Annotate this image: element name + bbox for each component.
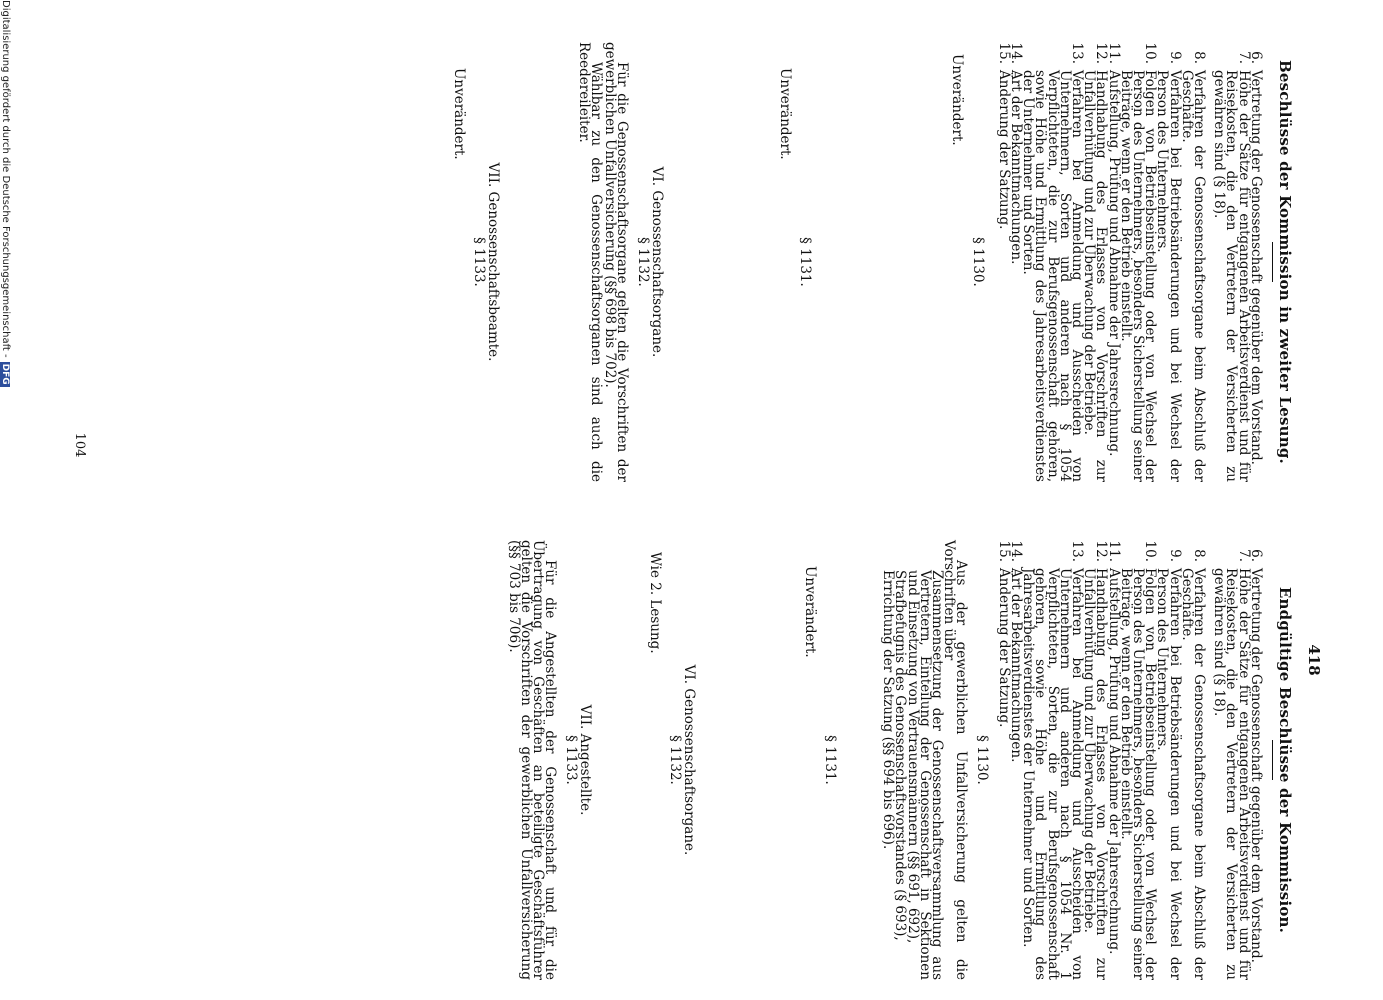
- status-1131: Unverändert.: [801, 566, 818, 658]
- item-number: 11.: [1105, 42, 1122, 64]
- right-column: [505, 540, 1294, 980]
- status-1130: Unverändert.: [949, 54, 966, 146]
- item-text: Verfahren der Genossenschaftsorgane beim Abschluß der Geschäfte.: [1178, 568, 1207, 980]
- item-text: Verfahren bei Anmeldung und Ausscheiden von Unternehmern und anderen nach § 1054 Nr. 1 Verpflichteten, Sorten, die zur Berufsgenossenschaft gehören, sowie Höhe und Ermittlung des Jahresarbeitsverdienstes der Unternehmer und Sorten.: [1020, 568, 1085, 980]
- spacer: [508, 42, 578, 482]
- list-item: Zusammensetzung der Genossenschaftsversammlung aus Vertretern, Einteilung der Genossenschaft in Sektionen und Einsetzung von Vertrauensmännern (§§ 691, 692),: [904, 570, 945, 980]
- section-vii-heading: VII. Genossenschaftsbeamte.: [485, 162, 502, 362]
- list-item: [1081, 540, 1110, 980]
- list-item: [1117, 540, 1159, 980]
- item-number: 12.: [1093, 540, 1110, 562]
- digitization-note: Digitalisierung gefördert durch die Deutsche Forschungsgemeinschaft -: [0, 0, 11, 358]
- item-text: Änderung der Satzung.: [995, 568, 1012, 728]
- item-text: Folgen von Betriebseinstellung oder von Wechsel der Person des Unternehmers, besonders Sicherstellung seiner Beiträge, wenn er den Betrieb einstellt.: [1117, 568, 1159, 980]
- item-text: Aufstellung, Prüfung und Abnahme der Jahresrechnung.: [1105, 568, 1122, 955]
- item-number: 14.: [1007, 42, 1024, 64]
- item-number: 10.: [1142, 42, 1159, 64]
- page-number: 418: [1305, 644, 1323, 676]
- list-item: [1213, 42, 1250, 482]
- paragraph-1132: § 1132.: [667, 735, 684, 785]
- paragraph-1130: § 1130.: [973, 735, 990, 785]
- item-number: 13.: [1068, 540, 1085, 562]
- right-item-list: [995, 540, 1264, 980]
- item-number: 9.: [1166, 549, 1183, 562]
- status-1133: Unverändert.: [451, 68, 468, 160]
- paragraph-1132: § 1132.: [634, 237, 651, 287]
- spacer: [704, 540, 804, 980]
- item-text: Höhe der Sätze für entgangenen Arbeitsverdienst und für Reisekosten, die den Vertretern der Versicherten zu gewähren sind (§ 18).: [1211, 568, 1252, 980]
- spacer: [846, 540, 882, 980]
- item-number: 8.: [1190, 549, 1207, 562]
- item-number: 6.: [1247, 51, 1264, 64]
- list-item: [1178, 42, 1207, 482]
- title-rule: [1272, 740, 1273, 780]
- text-1130-intro: Aus der gewerblichen Unfallversicherung gelten die Vorschriften über: [941, 540, 970, 980]
- list-item: [995, 540, 1012, 980]
- item-text: Höhe der Sätze für entgangenen Arbeitsverdienst und für Reisekosten, die den Vertretern der Versicherten zu gewähren sind (§ 18).: [1211, 70, 1252, 482]
- left-column-title: Beschlüsse der Kommission in zweiter Lesung.: [1276, 60, 1294, 464]
- item-number: 7.: [1235, 549, 1252, 562]
- list-item: [1213, 540, 1250, 980]
- item-text: Handhabung des Erlasses von Vorschriften zur Unfallverhütung und zur Überwachung der Betriebe.: [1081, 568, 1110, 980]
- paragraph-1131: § 1131.: [797, 237, 814, 287]
- status-1131: Unverändert.: [776, 68, 793, 160]
- item-number: 6.: [1247, 549, 1264, 562]
- item-number: 8.: [1190, 51, 1207, 64]
- item-text: Verfahren bei Betriebsänderungen und bei Wechsel der Person des Unternehmers.: [1154, 70, 1183, 482]
- list-item: [1117, 42, 1159, 482]
- item-number: 13.: [1068, 42, 1085, 64]
- item-text: Art der Bekanntmachungen.: [1007, 70, 1024, 265]
- title-rule: [1272, 242, 1273, 282]
- list-item: Errichtung der Satzung (§§ 694 bis 696).: [880, 570, 897, 850]
- text-1133: Für die Angestellten der Genossenschaft und für die Übertragung von Geschäften an beteiligte Geschäftsführer gelten die Vorschriften der gewerblichen Unfallversicherung (§§ 703 bis 706).: [505, 540, 559, 980]
- paragraph-1133: § 1133.: [562, 735, 579, 785]
- item-text: Änderung der Satzung.: [995, 70, 1012, 230]
- text-1132-b: Wählbar zu den Genossenschaftsorganen sind auch die Reedereileiter.: [575, 42, 604, 482]
- status-1132: Wie 2. Lesung.: [647, 552, 664, 654]
- item-number: 15.: [995, 540, 1012, 562]
- item-number: 10.: [1142, 540, 1159, 562]
- list-item: [1022, 540, 1083, 980]
- section-vi-heading: VI. Genossenschaftsorgane.: [648, 166, 665, 358]
- dfg-logo: DFG: [0, 363, 10, 385]
- list-item: [1081, 42, 1110, 482]
- item-number: 9.: [1166, 51, 1183, 64]
- item-text: Art der Bekanntmachungen.: [1007, 568, 1024, 763]
- item-number: 11.: [1105, 540, 1122, 562]
- item-text: Handhabung des Erlasses von Vorschriften zur Unfallverhütung und zur Überwachung der Betriebe.: [1081, 70, 1110, 482]
- list-item: [1022, 42, 1083, 482]
- list-item: Strafbefugnis des Genossenschaftsvorstandes (§ 693),: [892, 570, 909, 941]
- list-item: [1154, 540, 1183, 980]
- item-number: 15.: [995, 42, 1012, 64]
- list-item: [1154, 42, 1183, 482]
- item-number: 7.: [1235, 51, 1252, 64]
- item-text: Vertretung der Genossenschaft gegenüber dem Vorstand.: [1247, 70, 1264, 465]
- item-text: Aufstellung, Prüfung und Abnahme der Jahresrechnung.: [1105, 70, 1122, 457]
- paragraph-1131: § 1131.: [821, 735, 838, 785]
- item-text: Folgen von Betriebseinstellung oder von Wechsel der Person des Unternehmers, besonders Sicherstellung seiner Beiträge, wenn er den Betrieb einstellt.: [1117, 70, 1159, 482]
- list-item: [995, 42, 1012, 482]
- section-vi-heading: VI. Genossenschaftsorgane.: [681, 664, 698, 856]
- paragraph-1133: § 1133.: [471, 237, 488, 287]
- item-number: 14.: [1007, 540, 1024, 562]
- text-1132: Für die Genossenschaftsorgane gelten die Vorschriften der gewerblichen Unfallversicherung (§§ 698 bis 702).: [602, 42, 631, 482]
- left-item-list: [995, 42, 1264, 482]
- paragraph-1130: § 1130.: [969, 237, 986, 287]
- spacer: [671, 42, 779, 482]
- list-1130: [882, 540, 943, 980]
- item-text: Verfahren bei Betriebsänderungen und bei Wechsel der Person des Unternehmers.: [1154, 568, 1183, 980]
- digitization-footer: [0, 0, 11, 1000]
- spacer: [821, 42, 951, 482]
- item-number: 12.: [1093, 42, 1110, 64]
- item-text: Vertretung der Genossenschaft gegenüber dem Vorstand.: [1247, 568, 1264, 963]
- list-item: [1178, 540, 1207, 980]
- section-vii-heading: VII. Angestellte.: [576, 704, 593, 816]
- left-column: [451, 42, 1294, 482]
- item-text: Verfahren der Genossenschaftsorgane beim Abschluß der Geschäfte.: [1178, 70, 1207, 482]
- spacer: [599, 540, 649, 980]
- footer-number: 104: [72, 432, 87, 458]
- right-column-title: Endgültige Beschlüsse der Kommission.: [1276, 586, 1294, 934]
- item-text: Verfahren bei Anmeldung und Ausscheiden von Unternehmern, Sorten und anderen nach § 1054 Verpflichteten, die zur Berufsgenossenschaft gehören, sowie Höhe und Ermittlung des Jahresarbeitsverdienstes der Unternehmer und Sorten.: [1020, 70, 1085, 482]
